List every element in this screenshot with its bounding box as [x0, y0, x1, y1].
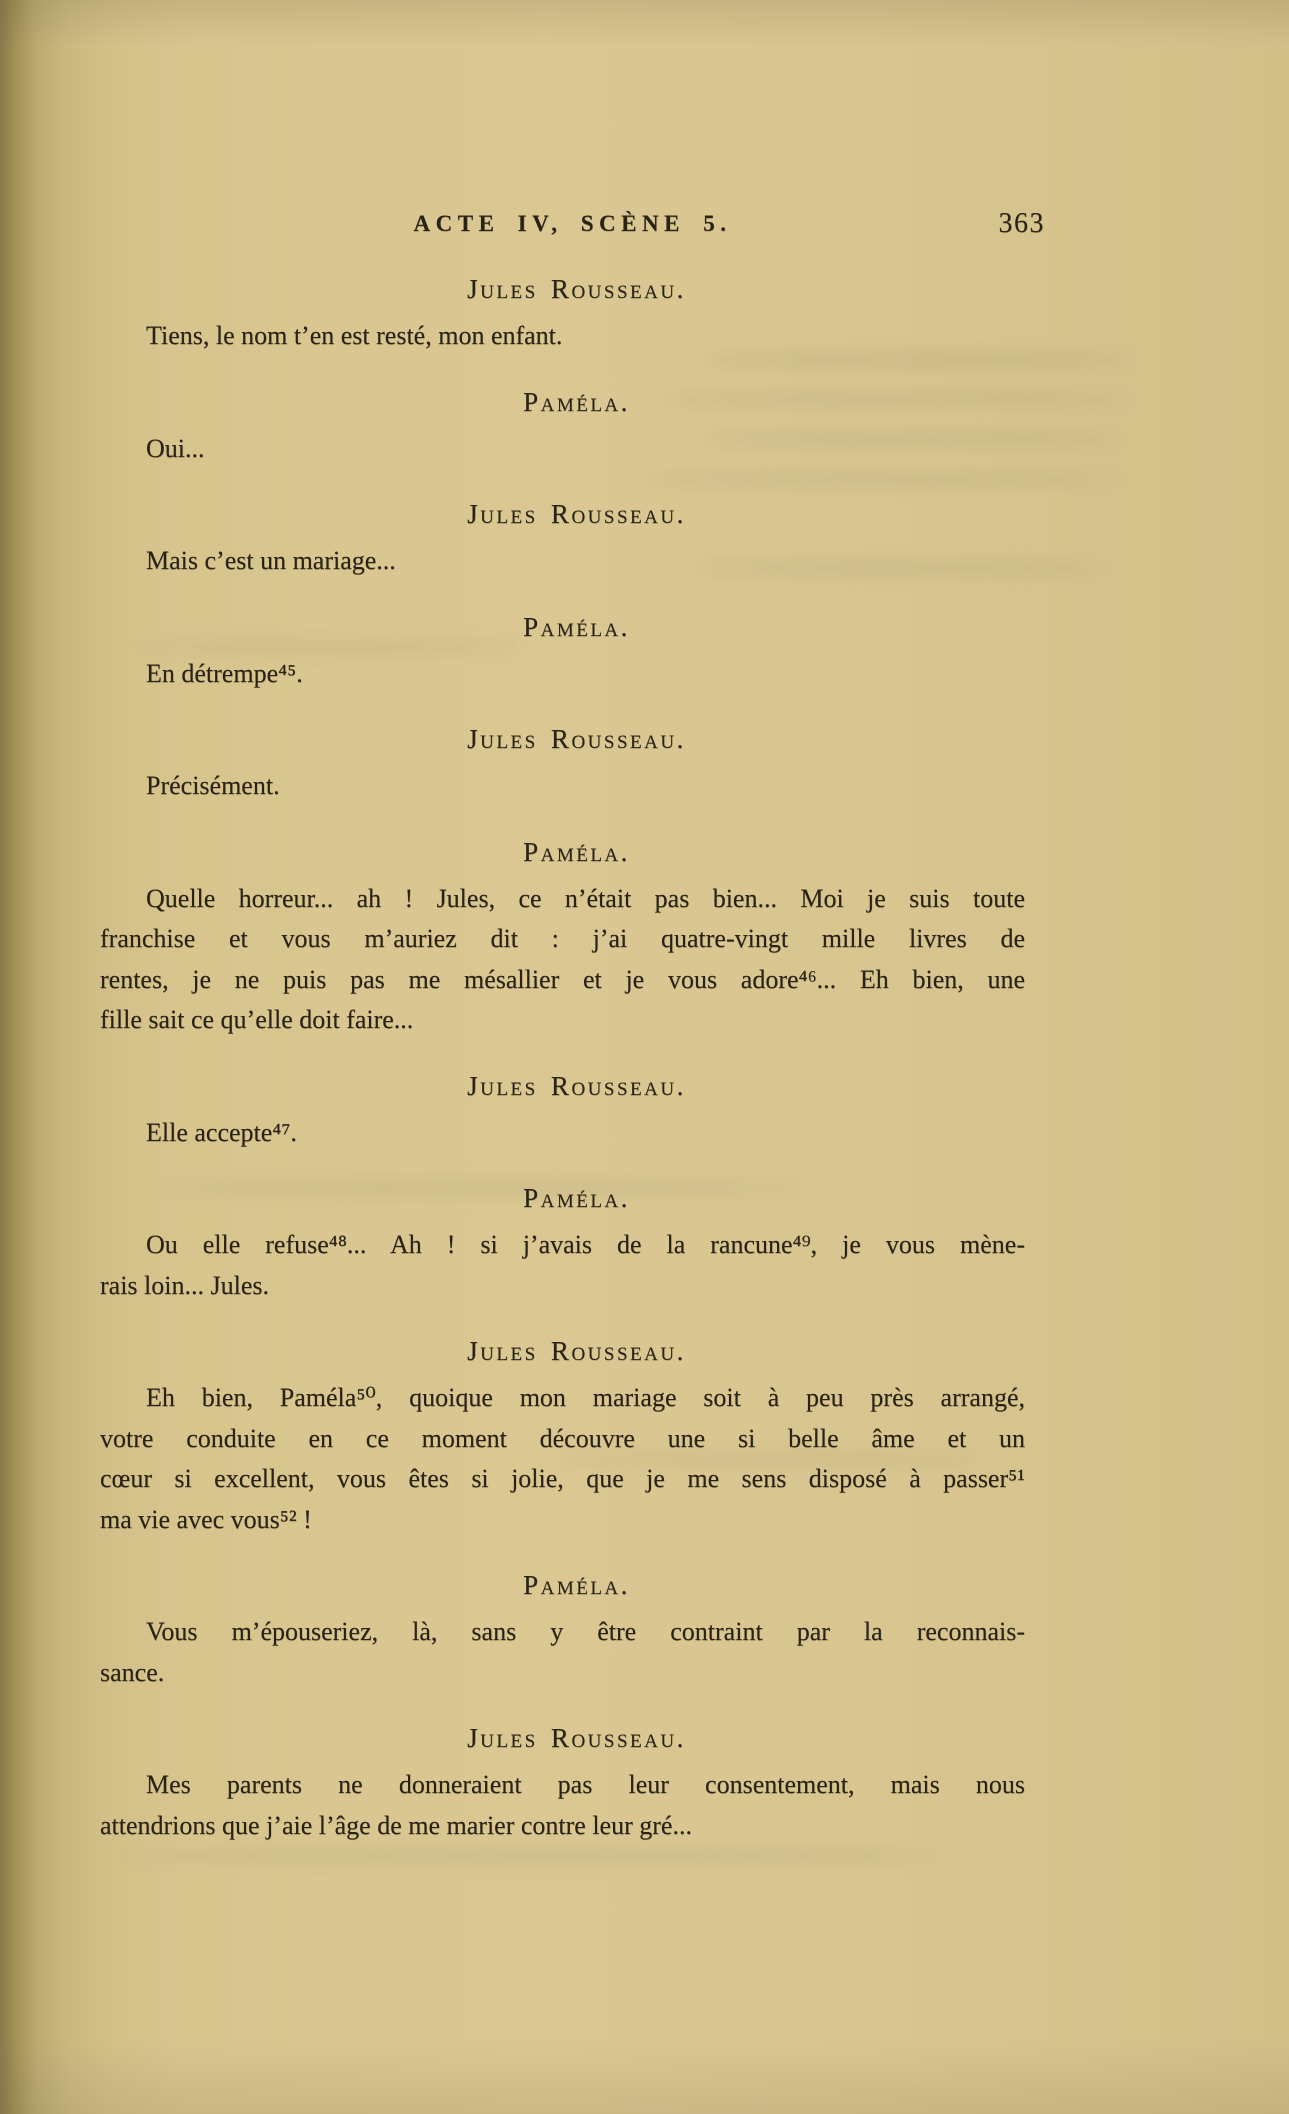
speech-line: attendrions que j’aie l’âge de me marier contre leur gré...: [100, 1810, 692, 1840]
page-number: 363: [998, 208, 1045, 239]
speech-line: Vous m’épouseriez, là, sans y être contraint par la reconnais-: [146, 1617, 1025, 1646]
speech-line: Eh bien, Paméla⁵⁰, quoique mon mariage soit à peu près arrangé,: [146, 1383, 1025, 1412]
speech-line: fille sait ce qu’elle doit faire...: [100, 1005, 414, 1034]
speech-line: Quelle horreur... ah ! Jules, ce n’était pas bien... Moi je suis toute: [146, 883, 1025, 913]
speaker-name: Paméla.: [523, 1570, 630, 1600]
running-head-row: [100, 203, 1045, 244]
speech-line: Mes parents ne donneraient pas leur consentement, mais nous: [146, 1770, 1025, 1799]
speech-line: Mais c’est un mariage...: [146, 546, 396, 575]
speech-line: rentes, je ne puis pas me mésallier et je vous adore⁴⁶... Eh bien, une: [100, 964, 1025, 994]
speaker-name: Jules Rousseau.: [467, 1336, 686, 1366]
speech-line: Tiens, le nom t’en est resté, mon enfant.: [146, 321, 563, 350]
speech-line: cœur si excellent, vous êtes si jolie, que je me sens disposé à passer⁵¹: [100, 1464, 1025, 1493]
speech-line: sance.: [100, 1657, 165, 1687]
speaker-name: Jules Rousseau.: [467, 724, 686, 754]
speaker-name: Jules Rousseau.: [467, 274, 686, 304]
page-stain: [120, 1848, 940, 1864]
speech-line: Oui...: [146, 433, 205, 463]
speech-line: Précisément.: [146, 771, 280, 800]
dialogue: [100, 269, 1025, 1846]
speech-line: franchise et vous m’auriez dit : j’ai quatre-vingt mille livres de: [100, 924, 1025, 953]
running-head: ACTE IV, SCÈNE 5.: [413, 211, 732, 236]
speaker-name: Paméla.: [523, 1183, 630, 1213]
speech-line: votre conduite en ce moment découvre une si belle âme et un: [100, 1423, 1025, 1453]
speech-line: ma vie avec vous⁵² !: [100, 1504, 312, 1534]
speaker-name: Jules Rousseau.: [467, 499, 686, 529]
speaker-name: Paméla.: [523, 611, 630, 642]
speaker-name: Paméla.: [523, 386, 630, 417]
speaker-name: Jules Rousseau.: [467, 1723, 686, 1753]
speaker-name: Jules Rousseau.: [467, 1070, 686, 1101]
speaker-name: Paméla.: [523, 836, 630, 867]
speech-line: En détrempe⁴⁵.: [146, 658, 303, 688]
speech-line: rais loin... Jules.: [100, 1270, 269, 1300]
speech-line: Elle accepte⁴⁷.: [146, 1117, 297, 1147]
text-column: [100, 0, 1045, 1846]
speech-line: Ou elle refuse⁴⁸... Ah ! si j’avais de la rancune⁴⁹, je vous mène-: [146, 1230, 1025, 1259]
